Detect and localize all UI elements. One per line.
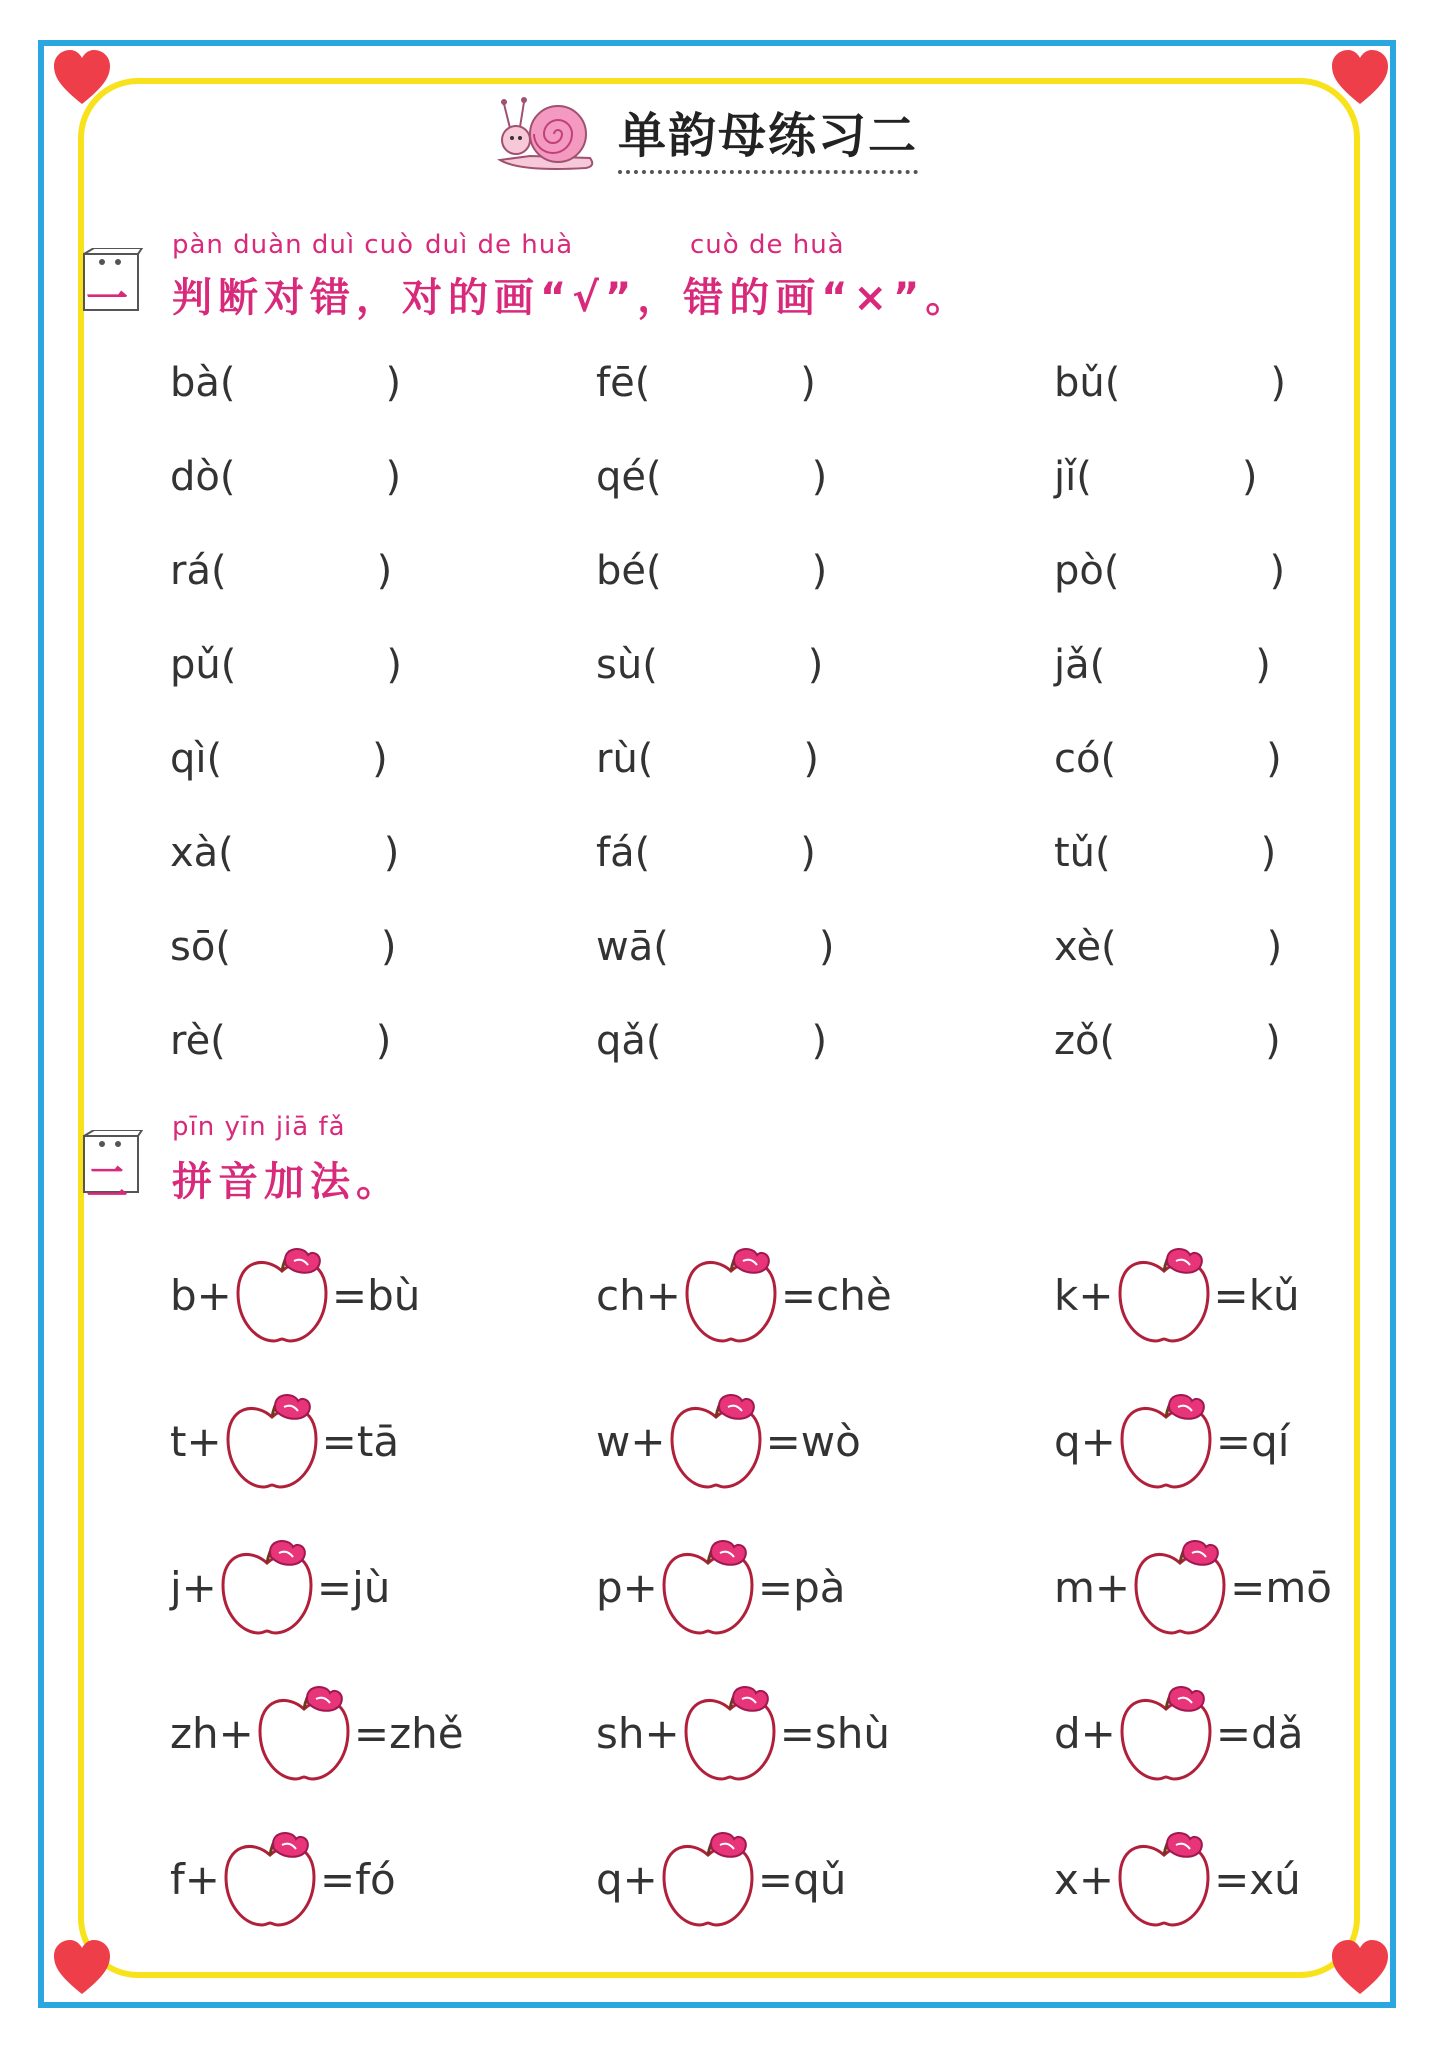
apple-blank-icon[interactable] — [256, 1683, 352, 1783]
addition-problem[interactable]: j + = jù — [170, 1532, 390, 1642]
judge-item[interactable]: fá( ) — [596, 830, 816, 876]
judge-item[interactable]: jǐ( ) — [1054, 454, 1258, 500]
judge-item[interactable]: tǔ( ) — [1054, 830, 1277, 876]
addition-problem[interactable]: x + = xú — [1054, 1824, 1301, 1934]
apple-blank-icon[interactable] — [219, 1537, 315, 1637]
title-area — [490, 90, 918, 180]
apple-blank-icon[interactable] — [660, 1829, 756, 1929]
apple-blank-icon[interactable] — [222, 1829, 318, 1929]
judge-item[interactable]: qì( ) — [170, 736, 388, 782]
judge-item[interactable]: rá( ) — [170, 548, 393, 594]
judge-item[interactable]: fē( ) — [596, 360, 816, 406]
addition-problem[interactable]: t + = tā — [170, 1386, 399, 1496]
judge-item[interactable]: sù( ) — [596, 642, 824, 688]
pinyin-hint: duì de huà — [425, 230, 574, 260]
apple-blank-icon[interactable] — [682, 1683, 778, 1783]
addition-problem[interactable]: b + = bù — [170, 1240, 420, 1350]
judge-item[interactable]: pò( ) — [1054, 548, 1286, 594]
heart-icon — [52, 1940, 112, 1996]
snail-icon — [490, 90, 600, 180]
addition-problem[interactable]: f + = fó — [170, 1824, 396, 1934]
apple-blank-icon[interactable] — [224, 1391, 320, 1491]
judge-item[interactable]: pǔ( ) — [170, 642, 402, 688]
apple-blank-icon[interactable] — [660, 1537, 756, 1637]
addition-problem[interactable]: sh + = shù — [596, 1678, 890, 1788]
judge-item[interactable]: wā( ) — [596, 924, 835, 970]
pinyin-hint: pàn duàn duì cuò — [172, 230, 414, 260]
apple-blank-icon[interactable] — [1132, 1537, 1228, 1637]
judge-item[interactable]: qǎ( ) — [596, 1018, 828, 1064]
heart-icon — [1330, 50, 1390, 106]
apple-blank-icon[interactable] — [668, 1391, 764, 1491]
addition-problem[interactable]: p + = pà — [596, 1532, 845, 1642]
judge-item[interactable]: rè( ) — [170, 1018, 392, 1064]
addition-problem[interactable]: d + = dǎ — [1054, 1678, 1303, 1788]
apple-blank-icon[interactable] — [234, 1245, 330, 1345]
addition-problem[interactable]: m + = mō — [1054, 1532, 1332, 1642]
apple-blank-icon[interactable] — [1116, 1245, 1212, 1345]
addition-problem[interactable]: w + = wò — [596, 1386, 861, 1496]
section-number: 二 — [86, 1158, 129, 1207]
judge-item[interactable]: bǔ( ) — [1054, 360, 1286, 406]
judge-item[interactable]: rù( ) — [596, 736, 820, 782]
judge-item[interactable]: bà( ) — [170, 360, 402, 406]
section-number: 一 — [86, 274, 129, 323]
judge-item[interactable]: bé( ) — [596, 548, 828, 594]
page-title: 单韵母练习二 — [618, 97, 918, 174]
apple-blank-icon[interactable] — [1118, 1391, 1214, 1491]
judge-item[interactable]: xè( ) — [1054, 924, 1283, 970]
addition-problem[interactable]: ch + = chè — [596, 1240, 892, 1350]
addition-problem[interactable]: zh + = zhě — [170, 1678, 464, 1788]
judge-item[interactable]: xà( ) — [170, 830, 400, 876]
judge-item[interactable]: dò( ) — [170, 454, 402, 500]
heart-icon — [52, 50, 112, 106]
judge-item[interactable]: zǒ( ) — [1054, 1018, 1281, 1064]
addition-problem[interactable]: q + = qǔ — [596, 1824, 846, 1934]
judge-item[interactable]: có( ) — [1054, 736, 1282, 782]
pinyin-hint: cuò de huà — [690, 230, 845, 260]
judge-item[interactable]: qé( ) — [596, 454, 828, 500]
addition-problem[interactable]: q + = qí — [1054, 1386, 1289, 1496]
heart-icon — [1330, 1940, 1390, 1996]
section-instruction: 判断对错，对的画“√”，错的画“×”。 — [172, 275, 972, 321]
pinyin-hint: pīn yīn jiā fǎ — [172, 1112, 346, 1142]
apple-blank-icon[interactable] — [683, 1245, 779, 1345]
apple-blank-icon[interactable] — [1116, 1829, 1212, 1929]
judge-item[interactable]: sō( ) — [170, 924, 397, 970]
addition-problem[interactable]: k + = kǔ — [1054, 1240, 1300, 1350]
apple-blank-icon[interactable] — [1118, 1683, 1214, 1783]
section-instruction: 拼音加法。 — [172, 1159, 402, 1205]
judge-item[interactable]: jǎ( ) — [1054, 642, 1271, 688]
